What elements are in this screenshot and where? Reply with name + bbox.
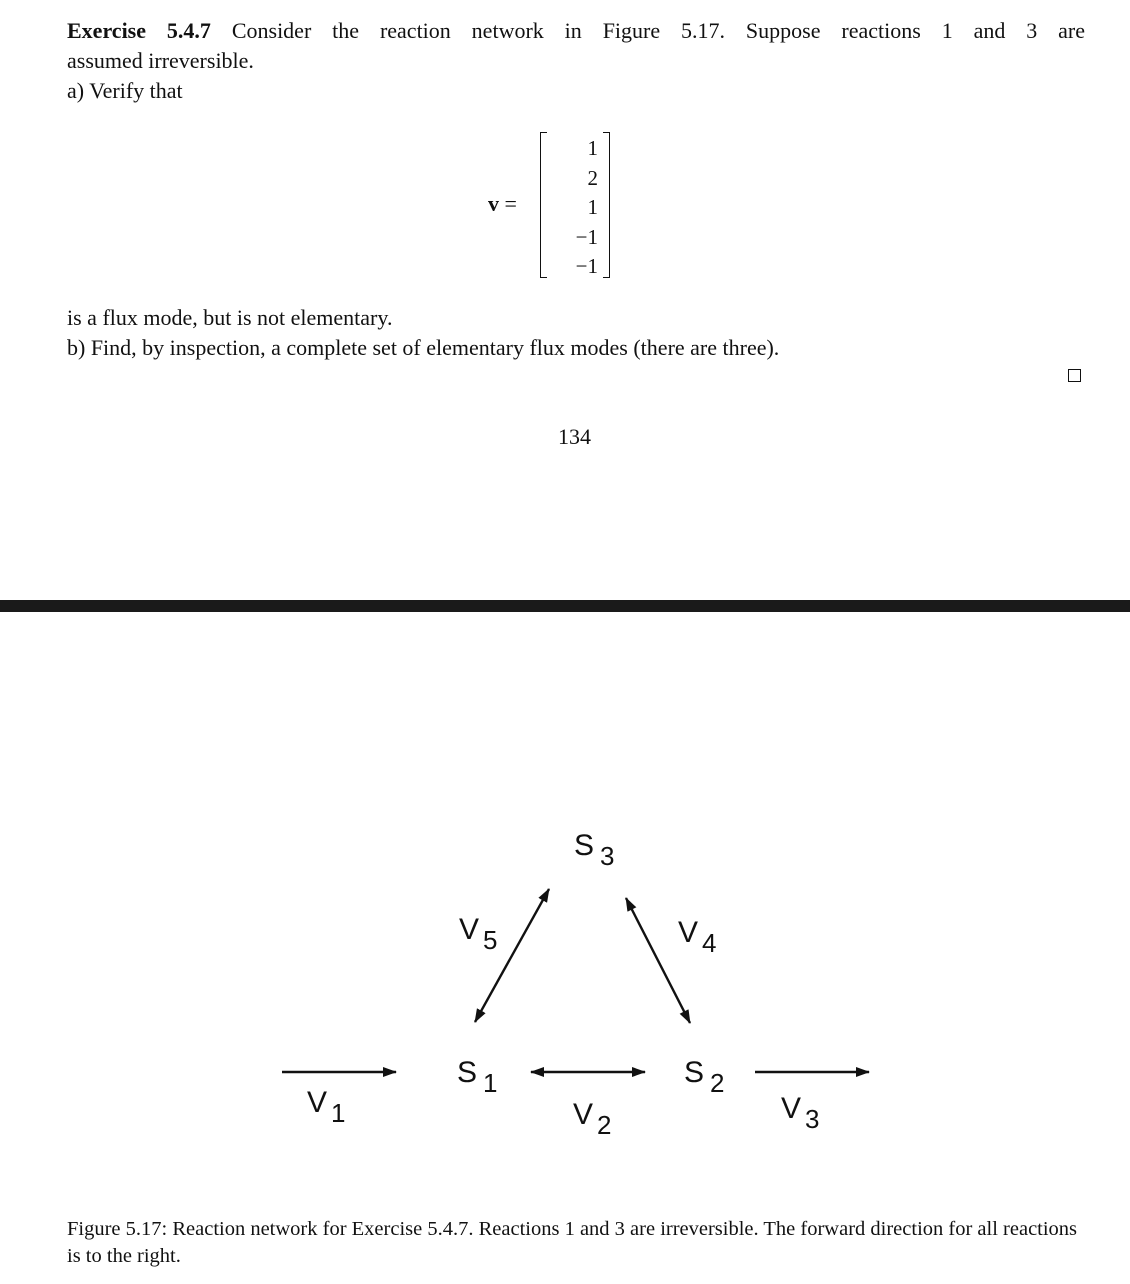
exercise-title: Exercise 5.4.7	[67, 18, 211, 43]
exercise-intro-line1: Consider the reaction network in Figure 5.17. Suppose reactions 1 and 3 are	[231, 18, 1086, 43]
vector-entry-5: −1	[575, 254, 598, 278]
reaction-v3-label: V 3	[781, 1092, 820, 1134]
vector-entry-4: −1	[575, 224, 598, 249]
page-number: 134	[558, 424, 591, 449]
reaction-v2-label: V 2	[573, 1098, 612, 1140]
species-s1-label: S 1	[457, 1056, 498, 1098]
reaction-v5-label: V 5	[459, 913, 498, 955]
reaction-v5-arrow	[475, 889, 549, 1022]
exercise-first-line	[67, 16, 1085, 46]
part-a-followup: is a flux mode, but is not elementary.	[67, 305, 393, 330]
flux-vector-matrix	[540, 132, 610, 278]
right-bracket	[603, 132, 610, 278]
exercise-intro-line2: assumed irreversible.	[67, 48, 254, 73]
part-b-text: b) Find, by inspection, a complete set of elementary flux modes (there are three).	[67, 335, 780, 360]
vector-label	[488, 191, 517, 217]
species-s3-label: S 3	[574, 829, 615, 871]
vector-entry-2: 2	[587, 165, 598, 190]
qed-square-icon	[1068, 369, 1081, 382]
left-bracket	[540, 132, 547, 278]
vector-entry-3: 1	[587, 195, 598, 219]
species-s2-label: S 2	[684, 1056, 725, 1098]
reaction-v4-label: V 4	[678, 916, 717, 958]
vector-symbol: v	[488, 191, 499, 216]
vector-equals: =	[504, 191, 517, 216]
reaction-v1-label: V 1	[307, 1086, 346, 1128]
vector-entry-1: 1	[587, 136, 598, 160]
page-divider	[0, 600, 1130, 612]
vector-entries	[550, 134, 598, 282]
part-a-text: a) Verify that	[67, 78, 183, 103]
reaction-network-diagram	[0, 612, 1130, 1212]
figure-caption: Figure 5.17: Reaction network for Exercise 5.4.7. Reactions 1 and 3 are irreversible. The forward direction for all reactions is to the right.	[67, 1218, 1078, 1267]
